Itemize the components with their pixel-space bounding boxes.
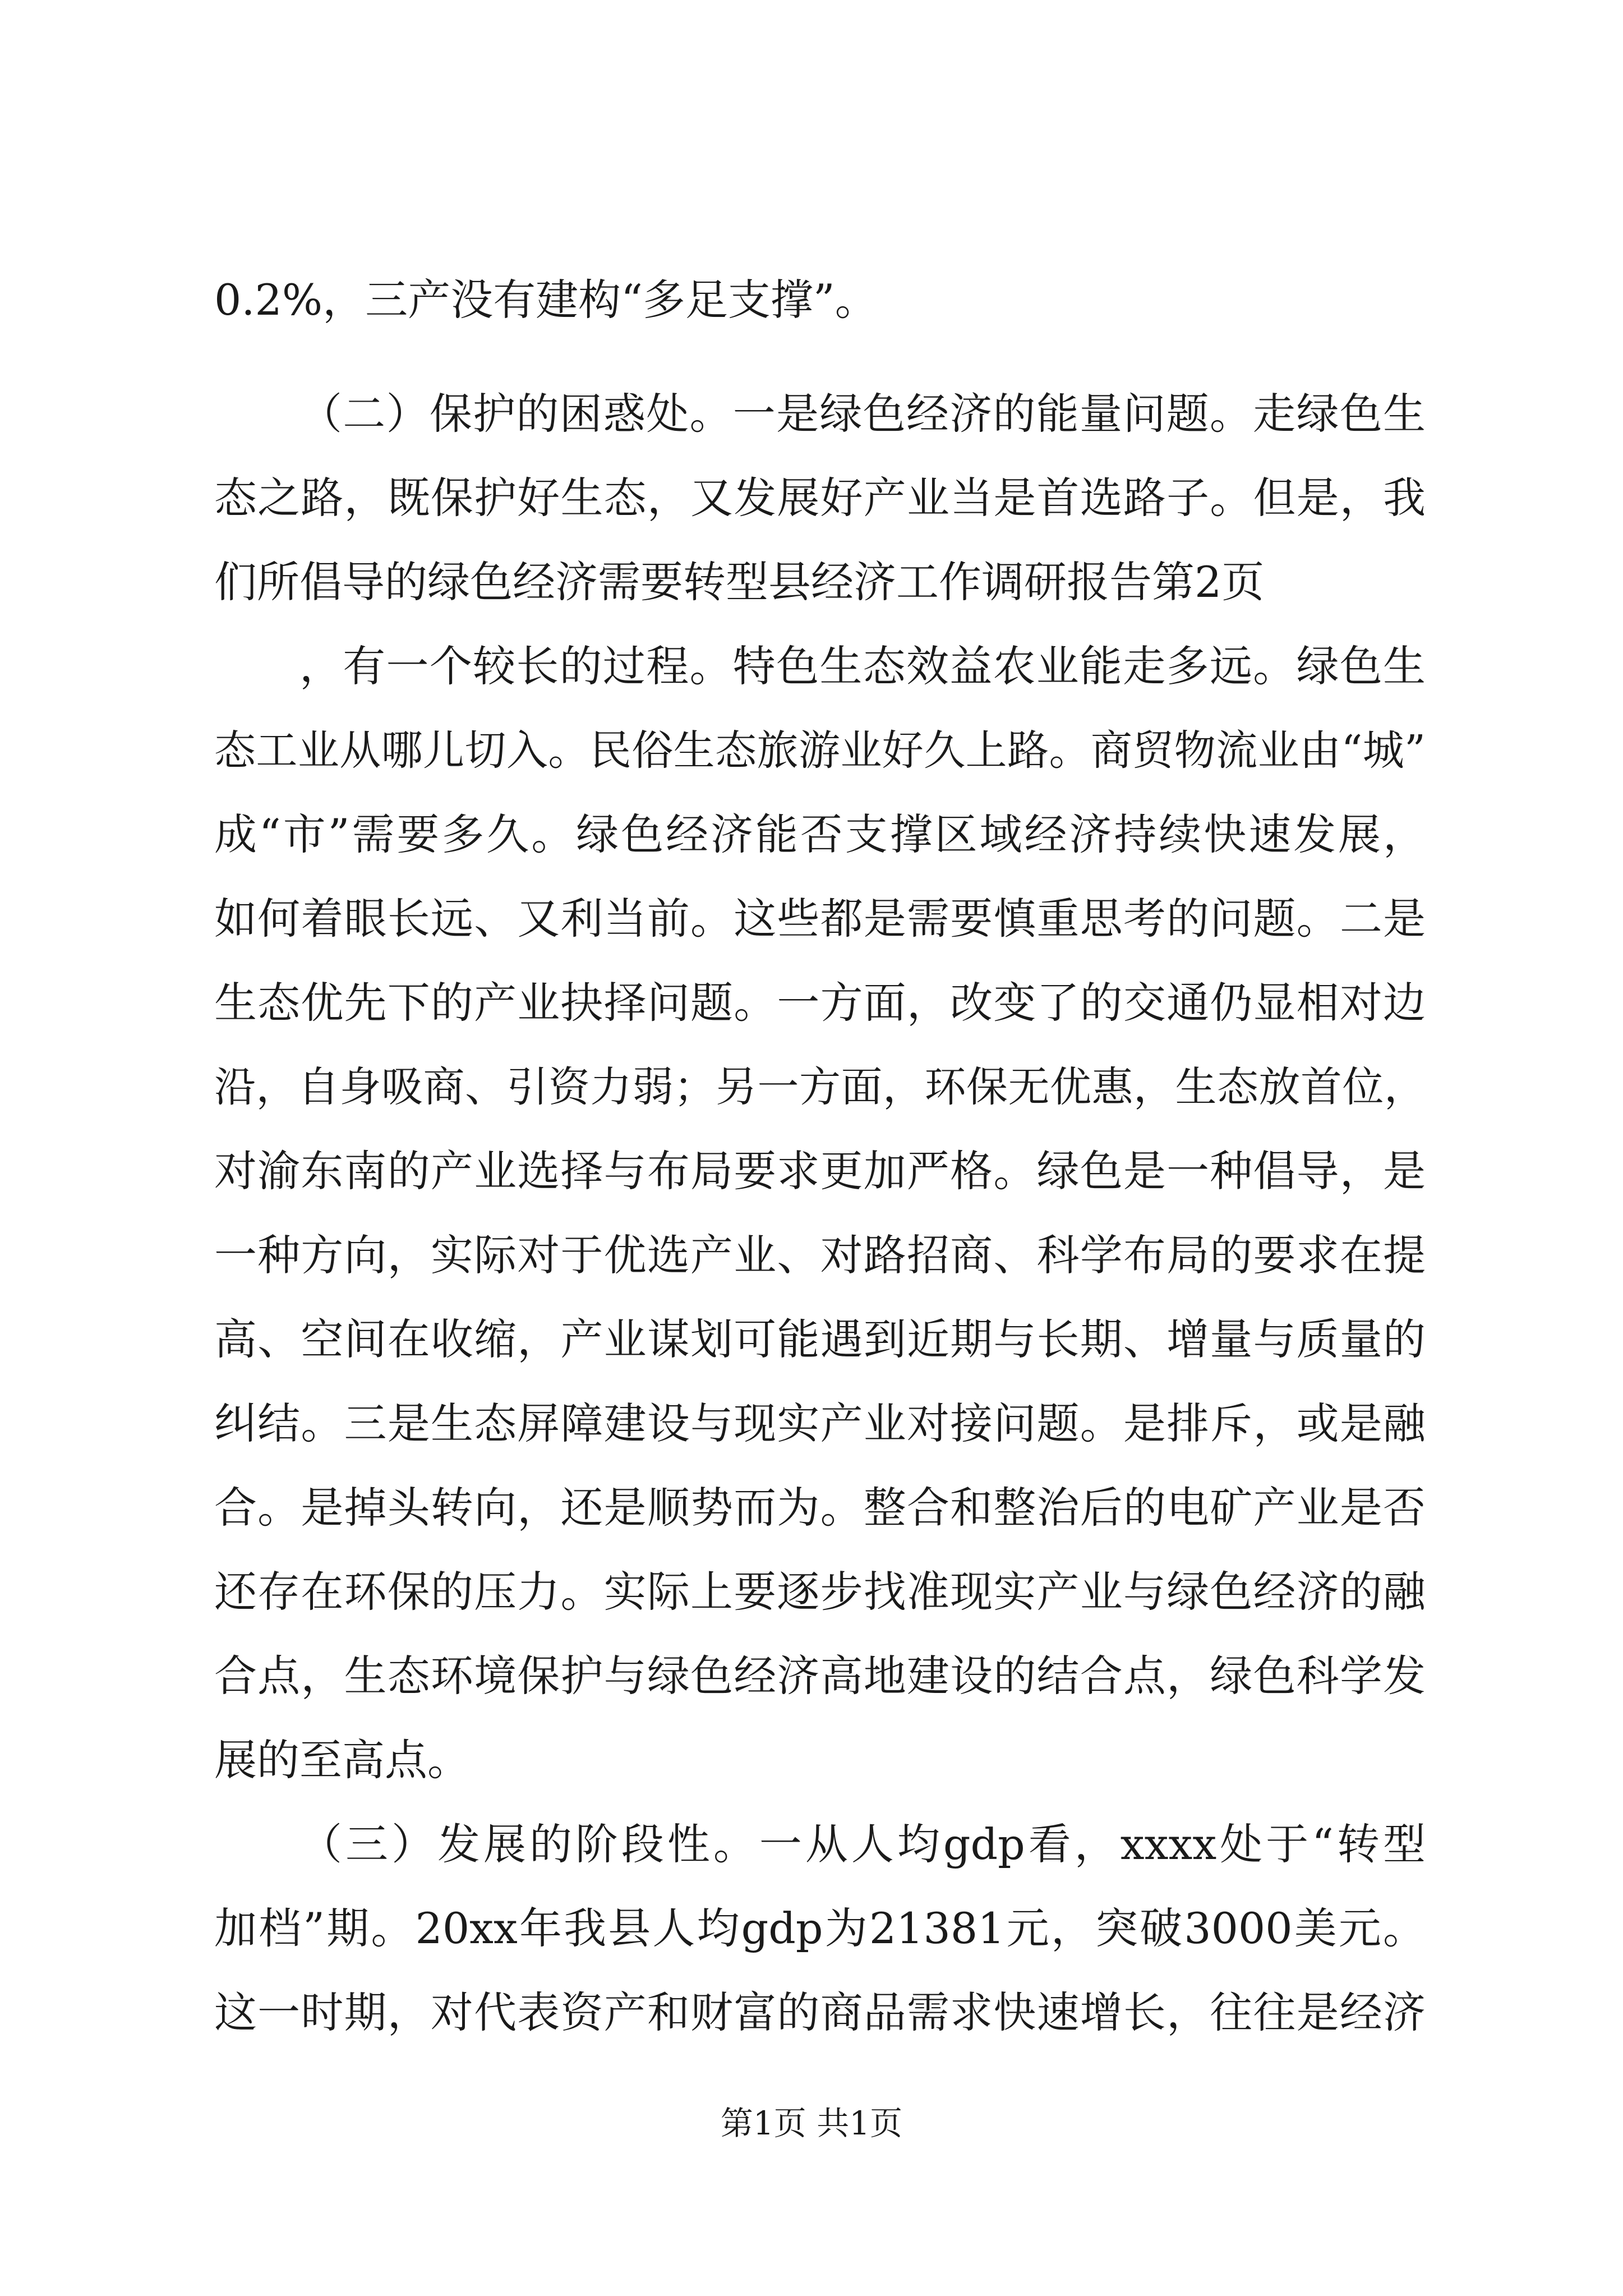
text-line: ，有一个较长的过程。特色生态效益农业能走多远。绿色生 [299, 641, 1426, 691]
text-line: 生态优先下的产业抉择问题。一方面，改变了的交通仍显相对边 [214, 978, 1426, 1028]
text-line: 合点，生态环境保护与绿色经济高地建设的结合点，绿色科学发 [214, 1651, 1426, 1701]
text-line: 加档”期。20xx年我县人均gdp为21381元，突破3000美元。 [214, 1903, 1426, 1953]
text-line: 一种方向，实际对于优选产业、对路招商、科学布局的要求在提 [214, 1230, 1426, 1280]
text-line: 态之路，既保护好生态，又发展好产业当是首选路子。但是，我 [214, 473, 1426, 523]
text-line: 高、空间在收缩，产业谋划可能遇到近期与长期、增量与质量的 [214, 1314, 1426, 1364]
text-line: 这一时期，对代表资产和财富的商品需求快速增长，往往是经济 [214, 1987, 1426, 2037]
text-line: 展的至高点。 [214, 1735, 470, 1785]
text-line: （二）保护的困惑处。一是绿色经济的能量问题。走绿色生 [299, 389, 1426, 439]
text-line: 沿，自身吸商、引资力弱；另一方面，环保无优惠，生态放首位， [214, 1063, 1426, 1111]
page-number-footer: 第1页 共1页 [720, 2104, 903, 2142]
text-line: 还存在环保的压力。实际上要逐步找准现实产业与绿色经济的融 [214, 1567, 1426, 1617]
text-line: 们所倡导的绿色经济需要转型县经济工作调研报告第2页 [214, 557, 1265, 607]
text-line: 0.2%，三产没有建构“多足支撑”。 [214, 275, 878, 325]
text-line: 纠结。三是生态屏障建设与现实产业对接问题。是排斥，或是融 [214, 1398, 1426, 1448]
text-line: 如何着眼长远、又利当前。这些都是需要慎重思考的问题。二是 [214, 894, 1426, 944]
text-line: 对渝东南的产业选择与布局要求更加严格。绿色是一种倡导，是 [214, 1146, 1426, 1196]
text-line: 态工业从哪儿切入。民俗生态旅游业好久上路。商贸物流业由“城” [214, 726, 1426, 775]
text-line: （三）发展的阶段性。一从人均gdp看，xxxx处于“转型 [299, 1819, 1426, 1869]
text-line: 合。是掉头转向，还是顺势而为。整合和整治后的电矿产业是否 [214, 1483, 1426, 1533]
text-line: 成“市”需要多久。绿色经济能否支撑区域经济持续快速发展， [214, 809, 1426, 859]
